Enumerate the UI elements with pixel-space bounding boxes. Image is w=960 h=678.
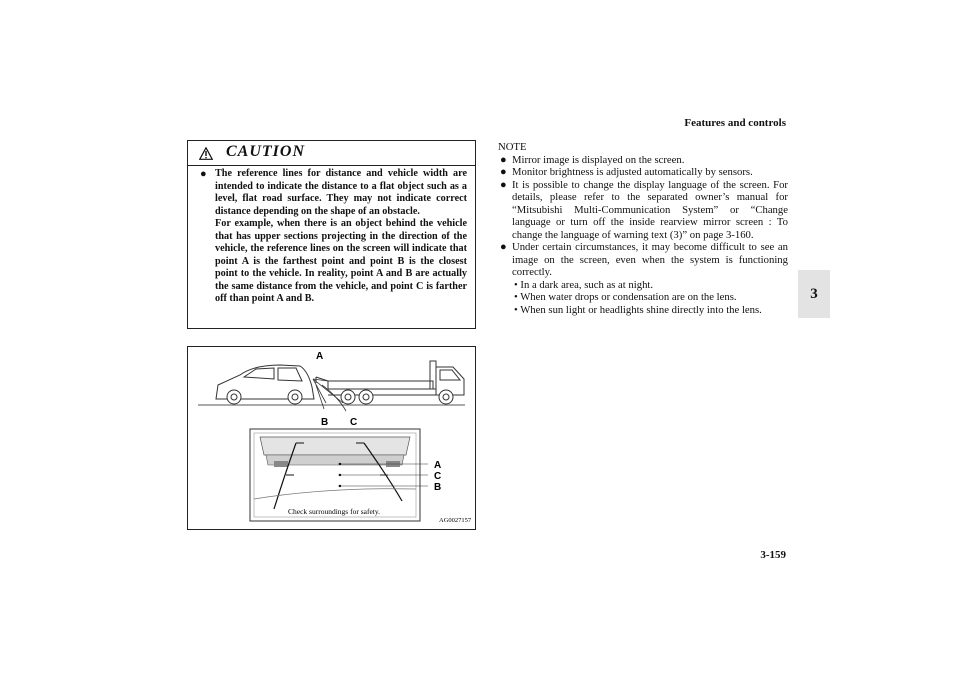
note-item-text: Monitor brightness is adjusted automatically by sensors. bbox=[512, 166, 753, 178]
bullet-icon: ● bbox=[500, 166, 507, 178]
note-sub-item: • When sun light or headlights shine directly into the lens. bbox=[514, 303, 762, 316]
note-item-text: It is possible to change the display language of the screen. For details, please refer to the separated owner’s manual for “Mitsubishi Multi-Communication System” or “Change language or turn off the inside rearview mirror screen : To change the language of warning text (3)” on page 3-160. bbox=[512, 178, 788, 241]
page-number: 3-159 bbox=[760, 549, 786, 561]
caution-body bbox=[188, 166, 475, 306]
caution-box bbox=[187, 140, 476, 329]
label-c-screen: C bbox=[434, 471, 442, 482]
bullet-icon: ● bbox=[500, 178, 507, 191]
bullet-icon: ● bbox=[500, 241, 507, 253]
figure-code: AG0027157 bbox=[439, 517, 472, 524]
screen-message: Check surroundings for safety. bbox=[288, 507, 380, 516]
header-title: Features and controls bbox=[684, 117, 786, 129]
label-c-top: C bbox=[350, 417, 358, 428]
label-b-screen: B bbox=[434, 482, 442, 493]
note-section bbox=[498, 141, 788, 316]
note-item bbox=[498, 179, 788, 242]
note-item-text: Under certain circumstances, it may become difficult to see an image on the screen, even when the system is functioning correctly. bbox=[512, 241, 788, 278]
caution-title: CAUTION bbox=[226, 143, 306, 160]
note-item bbox=[498, 241, 788, 316]
note-sub-item: • In a dark area, such as at night. bbox=[514, 278, 654, 291]
note-item bbox=[498, 166, 788, 179]
caution-paragraph-1: The reference lines for distance and vehicle width are intended to indicate the distance to a flat object such as a level, flat road surface. They may not indicate correct distance depending on the shape of an obstacle. bbox=[215, 168, 467, 217]
warning-triangle-icon bbox=[199, 147, 213, 160]
note-item-text: Mirror image is displayed on the screen. bbox=[512, 153, 685, 166]
bullet-icon: ● bbox=[500, 153, 507, 166]
note-label: NOTE bbox=[498, 141, 527, 153]
car-illustration bbox=[216, 365, 314, 404]
chapter-tab: 3 bbox=[798, 270, 830, 318]
truck-illustration bbox=[316, 361, 464, 404]
label-a-top: A bbox=[316, 351, 324, 362]
note-sub-item: • When water drops or condensation are on the lens. bbox=[514, 291, 737, 303]
label-b-top: B bbox=[321, 417, 329, 428]
note-item bbox=[498, 154, 788, 167]
bullet-icon: ● bbox=[200, 168, 207, 180]
caution-paragraph-2: For example, when there is an object behind the vehicle that has upper sections projecting in the direction of the vehicle, the reference lines on the screen will indicate that point A is the farthest point and point B is the closest point to the vehicle. In reality, point A and B are actually the same distance from the vehicle, and point C is farther off than point A and B. bbox=[215, 218, 467, 304]
figure-box bbox=[187, 346, 476, 530]
rearview-camera-illustration bbox=[188, 347, 475, 529]
caution-header bbox=[188, 141, 475, 166]
label-a-screen: A bbox=[434, 460, 442, 471]
